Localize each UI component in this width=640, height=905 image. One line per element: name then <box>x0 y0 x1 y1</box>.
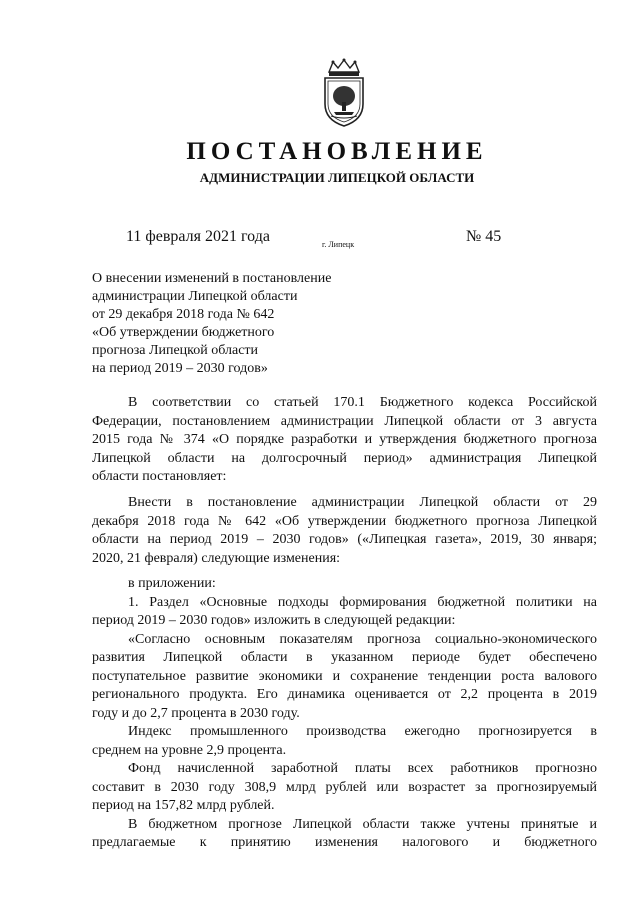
text-line: Фонд начисленной заработной платы всех работников прогнозно <box>128 761 597 776</box>
text-line: В соответствии со статьей 170.1 Бюджетного кодекса Российской <box>128 395 597 410</box>
text-line: 2015 года № 374 «О порядке разработки и утверждения бюджетного прогноза <box>92 432 597 447</box>
text-line: Федерации, постановлением администрации Липецкой области от 3 августа <box>92 413 597 429</box>
text-line: области на период 2019 – 2030 годов» («Липецкая газета», 2019, 30 января; <box>92 532 597 547</box>
document-subtitle: АДМИНИСТРАЦИИ ЛИПЕЦКОЙ ОБЛАСТИ <box>199 170 475 185</box>
text-line: 1. Раздел «Основные подходы формирования бюджетной политики на <box>128 594 597 610</box>
text-line: поступательное развитие экономики и сохранение тенденции роста валового <box>92 668 597 684</box>
document-title: ПОСТАНОВЛЕНИЕ <box>186 138 488 165</box>
resolution-paragraph <box>92 494 597 568</box>
preamble-paragraph <box>92 394 597 487</box>
text-line: период на 157,82 млрд рублей. <box>92 798 275 813</box>
subject-line: на период 2019 – 2030 годов» <box>92 361 268 376</box>
text-line: составит в 2030 году 308,9 млрд рублей или возрастет за прогнозируемый <box>92 779 597 795</box>
text-line: Индекс промышленного производства ежегодно прогнозируется в <box>128 724 597 739</box>
text-line: в приложении: <box>128 576 216 591</box>
document-city: г. Липецк <box>322 240 355 249</box>
text-line: 2020, 21 февраля) следующие изменения: <box>92 550 341 566</box>
text-line: Липецкой области на долгосрочный период» администрация Липецкой <box>92 450 597 466</box>
text-line: году и до 2,7 процента в 2030 году. <box>92 705 300 721</box>
text-line: «Согласно основным показателям прогноза социально-экономического <box>128 631 597 647</box>
document-subject <box>92 270 422 378</box>
changes-section <box>92 575 597 853</box>
subject-line: прогноза Липецкой области <box>92 343 259 358</box>
coat-of-arms-icon <box>321 58 367 128</box>
text-line: среднем на уровне 2,9 процента. <box>92 742 287 758</box>
subject-line: администрации Липецкой области <box>92 289 298 304</box>
text-line: области постановляет: <box>92 469 227 484</box>
text-line: декабря 2018 года № 642 «Об утверждении бюджетного прогноза Липецкой <box>92 513 597 529</box>
subject-line: «Об утверждении бюджетного <box>92 325 275 340</box>
document-number: № 45 <box>466 228 502 245</box>
text-line: регионального продукта. Его динамика оценивается от 2,2 процента в 2019 <box>92 687 597 702</box>
text-line: развития Липецкой области в указанном периоде будет обеспечено <box>92 650 597 665</box>
text-line: Внести в постановление администрации Липецкой области от 29 <box>128 495 597 510</box>
text-line: предлагаемые к принятию изменения налогового и бюджетного <box>92 835 597 850</box>
text-line: В бюджетном прогнозе Липецкой области также учтены принятые и <box>128 816 597 832</box>
document-date: 11 февраля 2021 года <box>126 228 270 245</box>
subject-line: О внесении изменений в постановление <box>92 271 332 286</box>
subject-line: от 29 декабря 2018 года № 642 <box>92 307 275 322</box>
text-line: период 2019 – 2030 годов» изложить в следующей редакции: <box>92 613 456 628</box>
